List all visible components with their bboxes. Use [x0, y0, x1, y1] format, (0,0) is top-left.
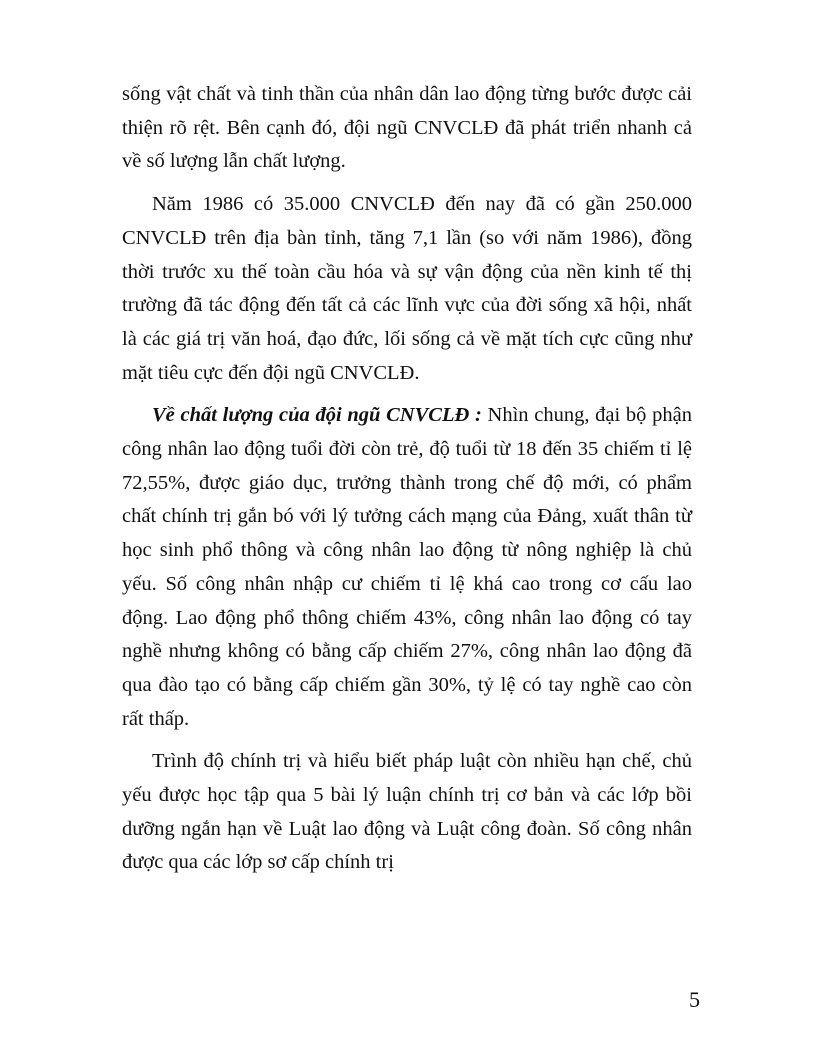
page-number: 5 — [689, 987, 700, 1012]
body-text — [122, 78, 692, 880]
paragraph-political-level — [122, 745, 692, 880]
paragraph-text: Nhìn chung, đại bộ phận công nhân lao động tuổi đời còn trẻ, độ tuổi từ 18 đến 35 chiếm tỉ lệ 72,55%, được giáo dục, trưởng thành trong chế độ mới, có phẩm chất chính trị gắn bó với lý tưởng cách mạng của Đảng, xuất thân từ học sinh phổ thông và công nhân lao động từ nông nghiệp là chủ yếu. Số công nhân nhập cư chiếm tỉ lệ khá cao trong cơ cấu lao động. Lao động phổ thông chiếm 43%, công nhân lao động có tay nghề nhưng không có bằng cấp chiếm 27%, công nhân lao động đã qua đào tạo có bằng cấp chiếm gần 30%, tỷ lệ có tay nghề cao còn rất thấp. — [122, 404, 692, 730]
paragraph-text: sống vật chất và tinh thần của nhân dân lao động từng bước được cải thiện rõ rệt. Bên cạnh đó, đội ngũ CNVCLĐ đã phát triển nhanh cả về số lượng lẫn chất lượng. — [122, 83, 692, 173]
paragraph-continuation — [122, 78, 692, 179]
paragraph-workforce-quality — [122, 399, 692, 736]
paragraph-text: Trình độ chính trị và hiểu biết pháp luật còn nhiều hạn chế, chủ yếu được học tập qua 5 bài lý luận chính trị cơ bản và các lớp bồi dưỡng ngắn hạn về Luật lao động và Luật công đoàn. Số công nhân được qua các lớp sơ cấp chính trị — [122, 750, 692, 874]
paragraph-lead-heading: Về chất lượng của đội ngũ CNVCLĐ : — [152, 404, 482, 427]
paragraph-workforce-growth — [122, 188, 692, 390]
paragraph-text: Năm 1986 có 35.000 CNVCLĐ đến nay đã có gần 250.000 CNVCLĐ trên địa bàn tỉnh, tăng 7,1 lần (so với năm 1986), đồng thời trước xu thế toàn cầu hóa và sự vận động của nền kinh tế thị trường đã tác động đến tất cả các lĩnh vực của đời sống xã hội, nhất là các giá trị văn hoá, đạo đức, lối sống cả về mặt tích cực cũng như mặt tiêu cực đến đội ngũ CNVCLĐ. — [122, 193, 692, 384]
